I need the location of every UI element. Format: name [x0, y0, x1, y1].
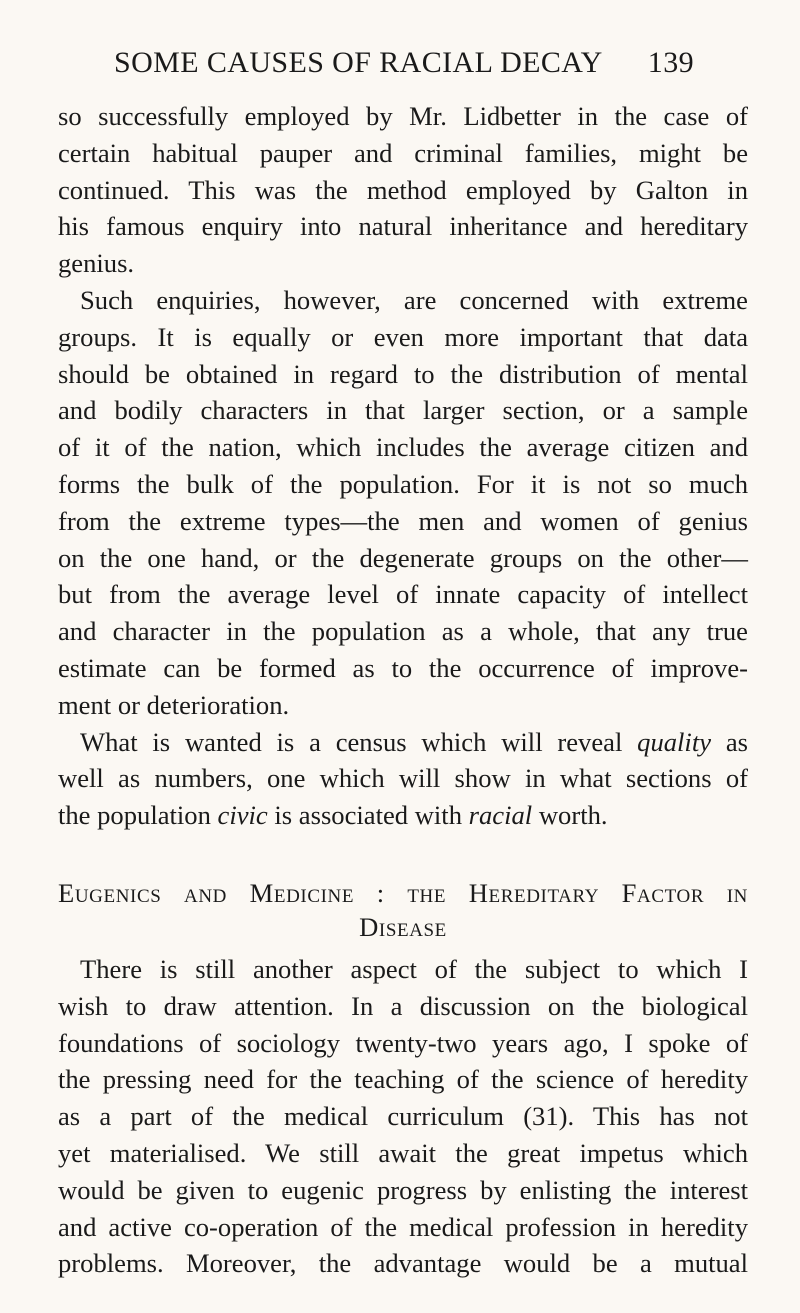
text-line: and active co-operation of the medical profession in heredity	[58, 1211, 748, 1242]
text-line: well as numbers, one which will show in what sections of	[58, 763, 748, 794]
text-line: his famous enquiry into natural inheritance and hereditary	[58, 211, 748, 242]
text-line	[58, 797, 748, 834]
text-run: as	[711, 726, 748, 757]
italic-quality: quality	[637, 726, 712, 757]
text-line: would be given to eugenic progress by enlisting the interest	[58, 1174, 748, 1205]
text-line: wish to draw attention. In a discussion on the biological	[58, 990, 748, 1021]
text-line: certain habitual pauper and criminal families, might be	[58, 137, 748, 168]
text-run: worth.	[532, 800, 608, 831]
section-heading	[58, 876, 748, 944]
running-title: SOME CAUSES OF RACIAL DECAY	[114, 46, 603, 79]
text-line: ment or deterioration.	[58, 689, 290, 720]
italic-civic: civic	[217, 800, 268, 831]
text-line: should be obtained in regard to the distribution of mental	[58, 358, 748, 389]
paragraph-2	[58, 282, 748, 724]
text-line: and bodily characters in that larger section, or a sample	[58, 395, 748, 426]
paragraph-1	[58, 98, 748, 282]
section-heading-line-2: Disease	[359, 911, 447, 942]
text-run: the population	[58, 800, 218, 831]
text-line: Such enquiries, however, are concerned with extreme	[80, 284, 748, 315]
text-line: problems. Moreover, the advantage would be a mutual	[58, 1248, 748, 1279]
paragraph-3	[58, 724, 748, 834]
text-line: of it of the nation, which includes the average citizen and	[58, 432, 748, 463]
text-line: yet materialised. We still await the great impetus which	[58, 1137, 748, 1168]
italic-racial: racial	[468, 800, 533, 831]
running-head	[114, 46, 694, 86]
text-line: the pressing need for the teaching of the science of heredity	[58, 1064, 748, 1095]
text-line: but from the average level of innate capacity of intellect	[58, 579, 748, 610]
body-text	[58, 98, 748, 1282]
text-line: estimate can be formed as to the occurrence of improve-	[58, 652, 748, 683]
text-run: What is wanted is a census which will reveal	[80, 726, 638, 757]
text-line: foundations of sociology twenty-two years ago, I spoke of	[58, 1027, 748, 1058]
text-line: from the extreme types—the men and women of genius	[58, 505, 748, 536]
text-line: forms the bulk of the population. For it is not so much	[58, 468, 748, 499]
page-number: 139	[647, 46, 694, 79]
text-line: There is still another aspect of the subject to which I	[80, 953, 748, 984]
text-line: as a part of the medical curriculum (31). This has not	[58, 1101, 748, 1132]
text-line: so successfully employed by Mr. Lidbetter in the case of	[58, 101, 748, 131]
section-heading-line-1: Eugenics and Medicine : the Hereditary Factor in	[58, 877, 748, 908]
text-line: groups. It is equally or even more important that data	[58, 321, 748, 352]
text-run: is associated with	[267, 800, 469, 831]
text-line	[58, 724, 748, 761]
text-line: and character in the population as a whole, that any true	[58, 616, 748, 647]
text-line: genius.	[58, 248, 135, 279]
paragraph-4	[58, 951, 748, 1282]
text-line: on the one hand, or the degenerate groups on the other—	[58, 542, 748, 573]
text-line: continued. This was the method employed by Galton in	[58, 174, 748, 205]
